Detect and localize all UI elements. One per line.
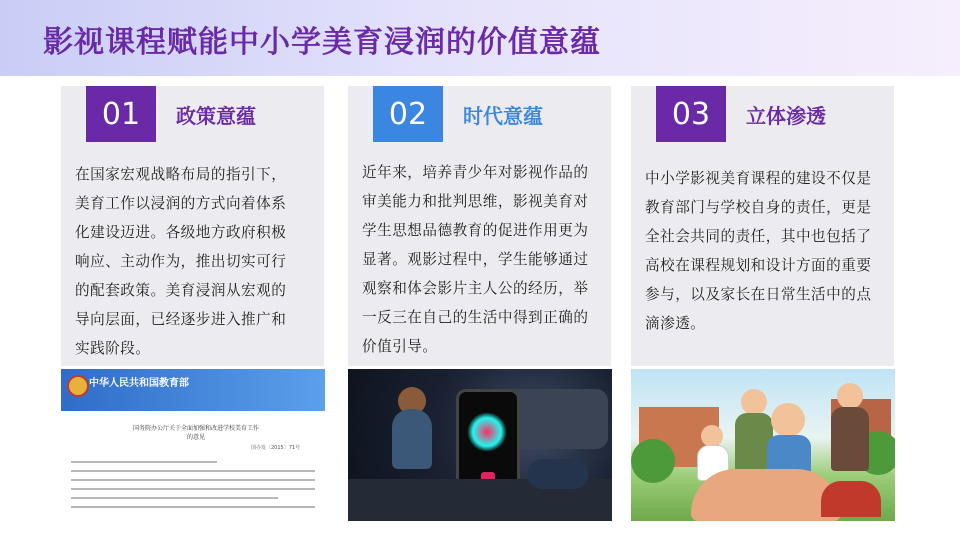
document-text-lines — [71, 461, 315, 515]
family-school-illustration — [631, 369, 895, 521]
body-line: 响应、主动作为，推出切实可行 — [75, 253, 287, 270]
grandfather-figure — [831, 407, 869, 471]
grandparent-head — [741, 389, 767, 415]
body-line: 观察和体会影片主人公的经历，举 — [362, 280, 589, 297]
child-figure — [392, 409, 432, 469]
body-line: 学生思想品德教育的促进作用更为 — [362, 222, 589, 239]
body-line: 全社会共同的责任，其中也包括了 — [645, 228, 872, 245]
policy-document-image — [61, 369, 325, 521]
video-app-logo-icon — [467, 412, 507, 452]
body-line: 价值引导。 — [362, 338, 438, 355]
student-head — [701, 425, 723, 447]
national-emblem-icon — [67, 375, 89, 397]
body-line: 审美能力和批判思维，影视美育对 — [362, 193, 589, 210]
panel-heading: 立体渗透 — [746, 104, 826, 128]
cupped-hands-illustration — [691, 469, 841, 521]
body-line: 实践阶段。 — [75, 340, 151, 357]
body-line: 一反三在自己的生活中得到正确的 — [362, 309, 589, 326]
body-line: 教育部门与学校自身的责任，更是 — [645, 199, 872, 216]
body-line: 参与，以及家长在日常生活中的点 — [645, 286, 872, 303]
panel-era — [348, 86, 611, 366]
body-line: 的配套政策。美育浸润从宏观的 — [75, 282, 287, 299]
body-line: 中小学影视美育课程的建设不仅是 — [645, 170, 872, 187]
body-line: 在国家宏观战略布局的指引下， — [75, 166, 287, 183]
document-number: 国办发〔2015〕71号 — [251, 445, 301, 451]
stage-illustration — [821, 481, 881, 517]
panel-number-badge: 02 — [373, 86, 443, 142]
panel-permeation — [631, 86, 894, 366]
body-line: 近年来，培养青少年对影视作品的 — [362, 164, 589, 181]
body-line: 导向层面，已经逐步进入推广和 — [75, 311, 287, 328]
body-line: 美育工作以浸润的方式向着体系 — [75, 195, 287, 212]
panel-policy — [61, 86, 324, 366]
ministry-site-name: 中华人民共和国教育部 — [89, 378, 189, 389]
page-title: 影视课程赋能中小学美育浸润的价值意蕴 — [43, 25, 601, 60]
boy-head — [771, 403, 805, 437]
panel-number-badge: 03 — [656, 86, 726, 142]
lying-child-figure — [528, 459, 588, 489]
panel-body — [645, 164, 881, 338]
body-line: 高校在课程规划和设计方面的重要 — [645, 257, 872, 274]
document-title: 国务院办公厅关于全面加强和改进学校美育工作的意见 — [132, 425, 259, 441]
tree-illustration — [631, 439, 675, 483]
panel-body — [362, 158, 598, 361]
panel-heading: 政策意蕴 — [176, 104, 256, 128]
children-phone-night-image — [348, 369, 612, 521]
body-line: 化建设迈进。各级地方政府积极 — [75, 224, 287, 241]
panel-number-badge: 01 — [86, 86, 156, 142]
panel-body — [75, 160, 311, 363]
grandfather-head — [837, 383, 863, 409]
body-line: 显著。观影过程中，学生能够通过 — [362, 251, 589, 268]
panel-heading: 时代意蕴 — [463, 104, 543, 128]
body-line: 滴渗透。 — [645, 315, 706, 332]
